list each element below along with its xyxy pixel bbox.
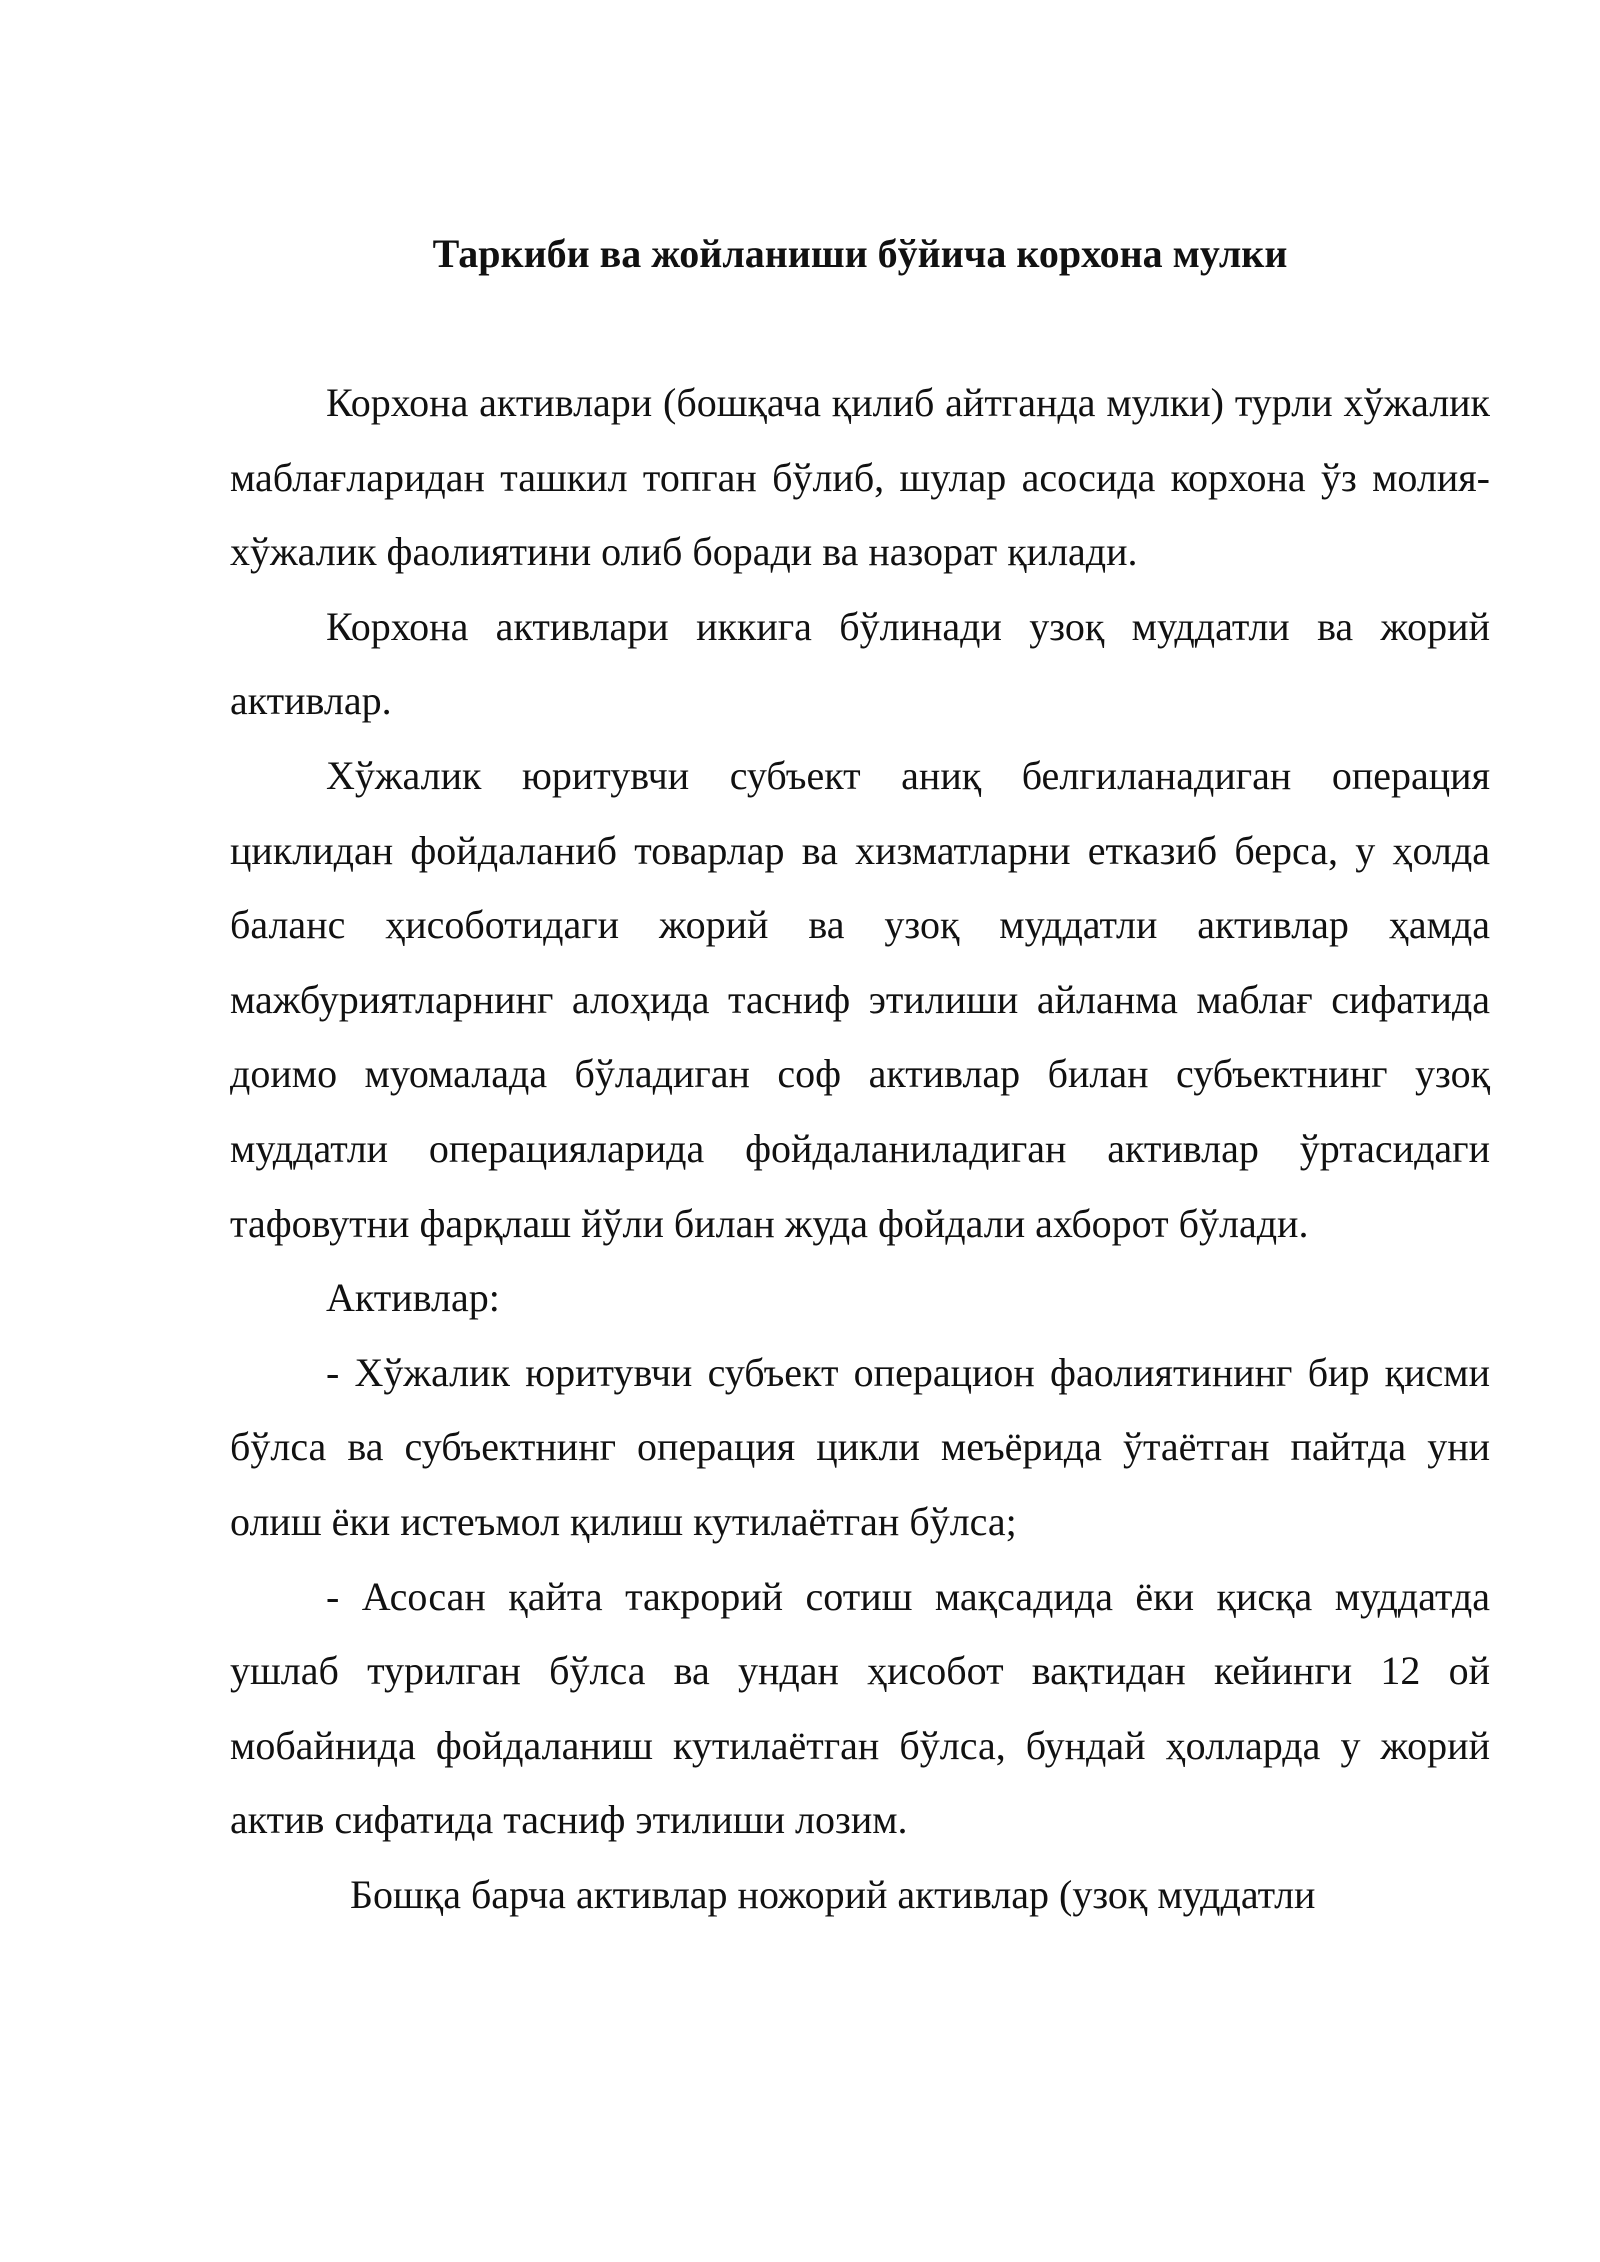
list-item-current-assets: - Асосан қайта такрорий сотиш мақсадида ёки қисқа муддатда ушлаб турилган бўлса ва ундан ҳисобот вақтидан кейинги 12 ой мобайнида фойдаланиш кутилаётган бўлса, бундай ҳолларда у жорий актив сифатида тасниф этилиши лозим. (230, 1573, 1490, 1843)
paragraph-assets-division: Корхона активлари иккига бўлинади узоқ муддатли ва жорий активлар. (230, 603, 1490, 724)
paragraph-operating-cycle: Хўжалик юритувчи субъект аниқ белгиланадиган операция циклидан фойдаланиб товарлар ва хизматларни етказиб берса, у ҳолда баланс ҳисоботидаги жорий ва узоқ муддатли активлар ҳамда мажбуриятларнинг алоҳида тасниф этилиши айланма маблағ сифатида доимо муомалада бўладиган соф активлар билан субъектнинг узоқ муддатли операцияларида фойдаланиладиган активлар ўртасидаги тафовутни фарқлаш йўли билан жуда фойдали ахборот бўлади. (230, 752, 1490, 1246)
document-body (230, 366, 1490, 1932)
paragraph-assets-definition: Корхона активлари (бошқача қилиб айтганда мулки) турли хўжалик маблағларидан ташкил топган бўлиб, шулар асосида корхона ўз молия-хўжалик фаолиятини олиб боради ва назорат қилади. (230, 380, 1490, 575)
list-item-operating-assets: - Хўжалик юритувчи субъект операцион фаолиятининг бир қисми бўлса ва субъектнинг операция цикли меъёрида ўтаётган пайтда уни олиш ёки истеъмол қилиш кутилаётган бўлса; (230, 1349, 1490, 1544)
paragraph-noncurrent-assets: Бошқа барча активлар ножорий активлар (узоқ муддатли (350, 1871, 1316, 1917)
paragraph-assets-heading: Активлар: (326, 1275, 500, 1321)
document-title: Таркиби ва жойланиши бўйича корхона мулки (432, 231, 1288, 276)
